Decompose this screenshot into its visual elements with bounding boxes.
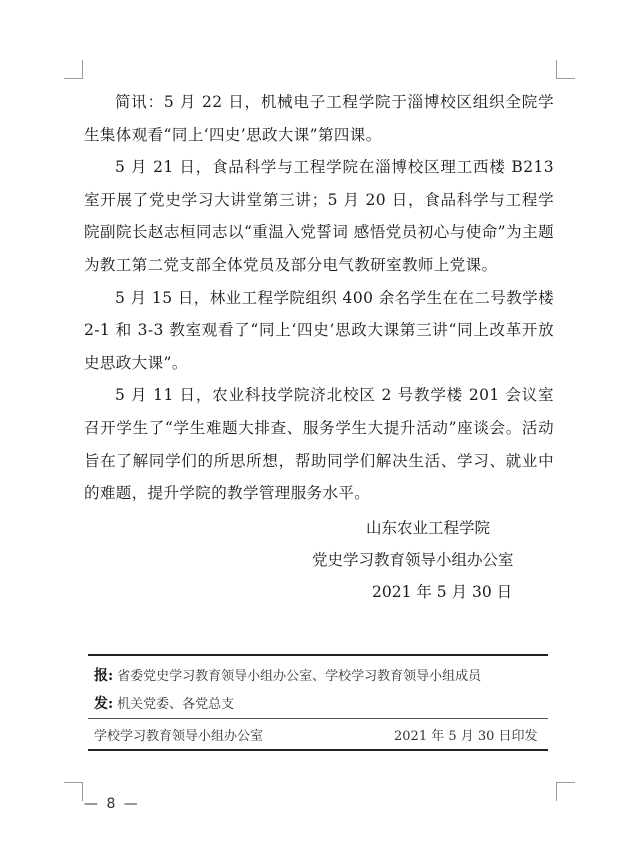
divider-top xyxy=(88,654,548,656)
signature-school: 山东农业工程学院 xyxy=(366,519,491,537)
report-label: 报: xyxy=(94,668,114,684)
report-recipients: 省委党史学习教育领导小组办公室、学校学习教育领导小组成员 xyxy=(117,669,482,684)
page-number: — 8 — xyxy=(84,796,140,812)
footer-issuer: 学校学习教育领导小组办公室 xyxy=(94,729,264,744)
signature-office: 党史学习教育领导小组办公室 xyxy=(312,551,514,569)
crop-mark-bottom-left xyxy=(64,782,83,801)
paragraph-2: 5 月 21 日，食品科学与工程学院在淄博校区理工西楼 B213 室开展了党史学习大讲堂第三讲；5 月 20 日，食品科学与工程学院副院长赵志桓同志以“重温入党誓词 感悟党员初心与使命”为主题为教工第二党支部全体党员及部分电气教研室教师上党课。 xyxy=(84,158,554,274)
signature-date: 2021 年 5 月 30 日 xyxy=(372,583,513,601)
report-to-line xyxy=(94,665,550,685)
crop-mark-top-left xyxy=(64,60,83,79)
paragraph-3: 5 月 15 日，林业工程学院组织 400 余名学生在在二号教学楼 2-1 和 3-3 教室观看了“同上‘四史’思政大课第三讲“同上改革开放史思政大课”。 xyxy=(84,288,554,372)
crop-mark-top-right xyxy=(556,60,575,79)
paragraph-1: 简讯：5 月 22 日，机械电子工程学院于淄博校区组织全院学生集体观看“同上‘四史’思政大课”第四课。 xyxy=(84,93,554,144)
send-recipients: 机关党委、各党总支 xyxy=(117,697,235,712)
crop-mark-bottom-right xyxy=(556,782,575,801)
paragraph-4: 5 月 11 日，农业科技学院济北校区 2 号教学楼 201 会议室召开学生了“学生难题大排查、服务学生大提升活动”座谈会。活动旨在了解同学们的所思所想，帮助同学们解决生活、学习、就业中的难题，提升学院的教学管理服务水平。 xyxy=(84,386,554,503)
divider-bottom xyxy=(88,749,548,751)
divider-middle xyxy=(88,718,548,719)
body-text xyxy=(84,86,554,510)
footer-print-date: 2021 年 5 月 30 日印发 xyxy=(394,729,538,744)
send-to-line xyxy=(94,693,550,713)
send-label: 发: xyxy=(94,696,114,712)
